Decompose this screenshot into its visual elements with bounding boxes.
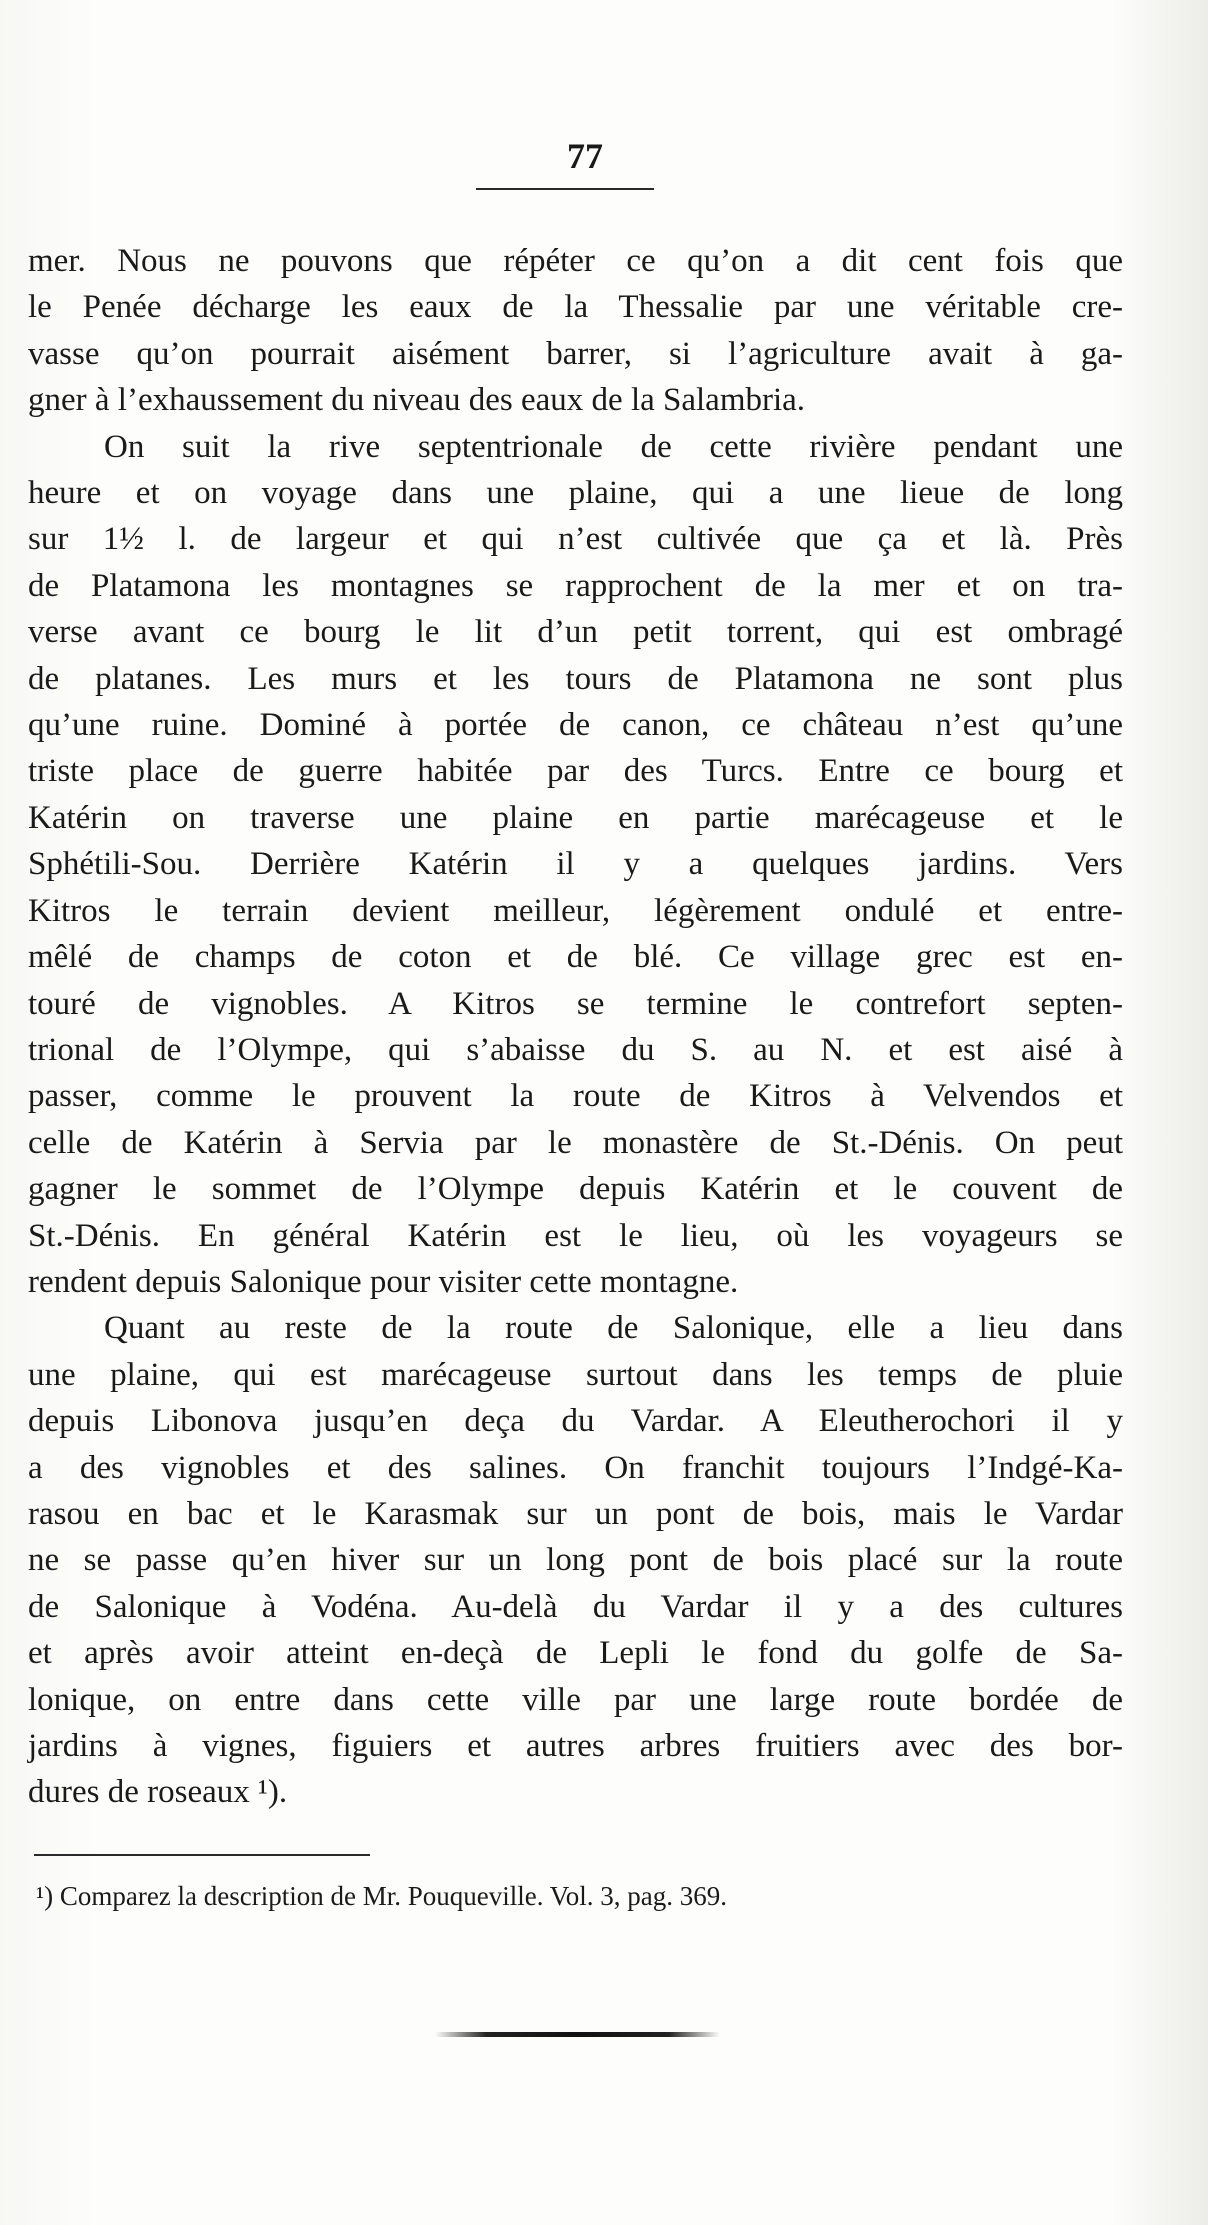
text-line: le Penée décharge les eaux de la Thessalie par une véritable cre- bbox=[28, 289, 1123, 326]
text-line: dures de roseaux ¹). bbox=[28, 1774, 288, 1811]
text-line: rasou en bac et le Karasmak sur un pont de bois, mais le Vardar bbox=[28, 1495, 1123, 1532]
text-line: jardins à vignes, figuiers et autres arbres fruitiers avec des bor- bbox=[28, 1728, 1123, 1764]
paragraph-1 bbox=[28, 238, 1123, 424]
text-line: heure et on voyage dans une plaine, qui a une lieue de long bbox=[28, 475, 1123, 512]
text-line: vasse qu’on pourrait aisément barrer, si l’agriculture avait à ga- bbox=[28, 335, 1123, 372]
text-line: Quant au reste de la route de Salonique, elle a lieu dans bbox=[104, 1310, 1123, 1347]
text-line: depuis Libonova jusqu’en deça du Vardar. A Eleutherochori il y bbox=[28, 1403, 1123, 1440]
footnote: ¹) Comparez la description de Mr. Pouqueville. Vol. 3, pag. 369. bbox=[36, 1881, 727, 1911]
text-line: de Platamona les montagnes se rapprochent de la mer et on tra- bbox=[28, 567, 1123, 604]
text-line: celle de Katérin à Servia par le monastère de St.-Dénis. On peut bbox=[28, 1124, 1123, 1161]
text-line: passer, comme le prouvent la route de Kitros à Velvendos et bbox=[28, 1078, 1123, 1115]
text-line: Sphétili-Sou. Derrière Katérin il y a quelques jardins. Vers bbox=[28, 846, 1123, 883]
text-line: lonique, on entre dans cette ville par une large route bordée de bbox=[28, 1681, 1123, 1718]
text-line: de platanes. Les murs et les tours de Platamona ne sont plus bbox=[28, 660, 1123, 697]
text-line: mêlé de champs de coton et de blé. Ce village grec est en- bbox=[28, 939, 1123, 976]
text-line: a des vignobles et des salines. On franchit toujours l’Indgé-Ka- bbox=[28, 1449, 1123, 1486]
paragraph-2 bbox=[28, 424, 1123, 1306]
text-line: ne se passe qu’en hiver sur un long pont de bois placé sur la route bbox=[28, 1542, 1123, 1579]
text-line: Katérin on traverse une plaine en partie marécageuse et le bbox=[28, 799, 1123, 836]
text-line: une plaine, qui est marécageuse surtout dans les temps de pluie bbox=[28, 1356, 1123, 1393]
text-line: mer. Nous ne pouvons que répéter ce qu’on a dit cent fois que bbox=[28, 243, 1123, 279]
page-number: 77 bbox=[567, 136, 603, 176]
text-line: triste place de guerre habitée par des Turcs. Entre ce bourg et bbox=[28, 753, 1123, 790]
text-line: verse avant ce bourg le lit d’un petit torrent, qui est ombragé bbox=[28, 614, 1123, 651]
text-line: Kitros le terrain devient meilleur, légèrement ondulé et entre- bbox=[28, 892, 1123, 929]
text-line: trional de l’Olympe, qui s’abaisse du S. au N. et est aisé à bbox=[28, 1031, 1123, 1068]
text-line: gner à l’exhaussement du niveau des eaux de la Salambria. bbox=[28, 382, 806, 419]
end-ornament-rule bbox=[435, 2032, 720, 2037]
text-line: St.-Dénis. En général Katérin est le lieu, où les voyageurs se bbox=[28, 1217, 1123, 1254]
body-text bbox=[28, 238, 1123, 1816]
text-line: touré de vignobles. A Kitros se termine le contrefort septen- bbox=[28, 985, 1123, 1022]
header-rule bbox=[476, 188, 654, 190]
text-line: On suit la rive septentrionale de cette rivière pendant une bbox=[104, 428, 1123, 465]
text-line: sur 1½ l. de largeur et qui n’est cultivée que ça et là. Près bbox=[28, 521, 1123, 558]
text-line: rendent depuis Salonique pour visiter cette montagne. bbox=[28, 1263, 739, 1300]
paragraph-3 bbox=[28, 1305, 1123, 1815]
text-line: qu’une ruine. Dominé à portée de canon, ce château n’est qu’une bbox=[28, 707, 1123, 744]
text-line: gagner le sommet de l’Olympe depuis Katérin et le couvent de bbox=[28, 1171, 1123, 1208]
text-line: et après avoir atteint en-deçà de Lepli le fond du golfe de Sa- bbox=[28, 1635, 1123, 1672]
text-line: de Salonique à Vodéna. Au-delà du Vardar il y a des cultures bbox=[28, 1588, 1123, 1625]
footnote-rule bbox=[34, 1854, 370, 1856]
